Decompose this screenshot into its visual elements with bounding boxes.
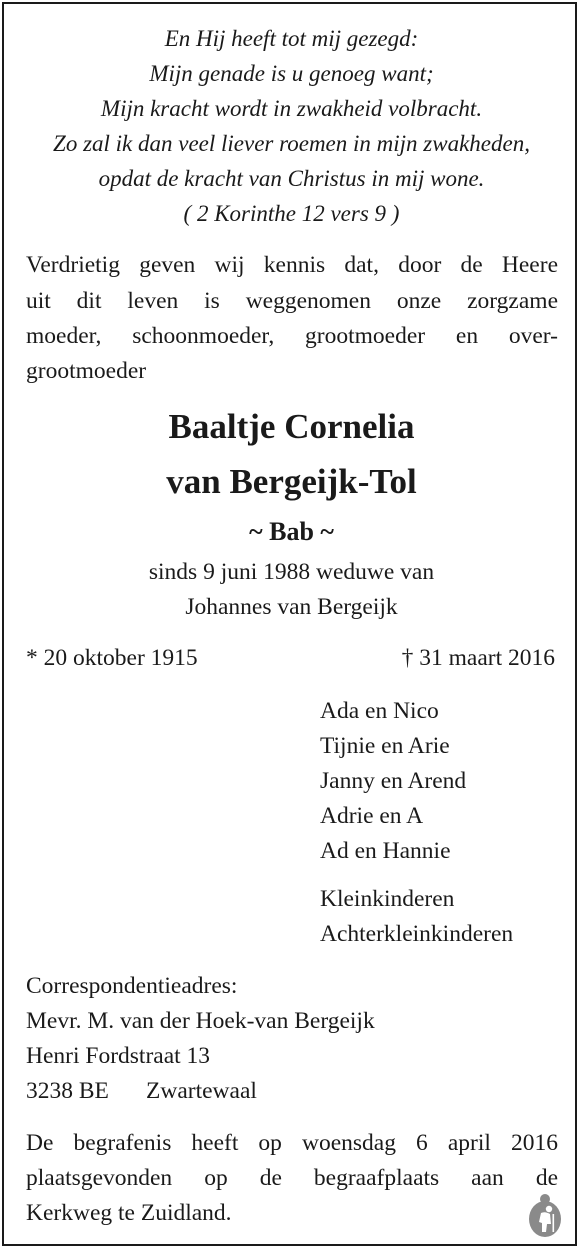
verse-line-3: Mijn kracht wordt in zwakheid volbracht. xyxy=(100,96,483,121)
correspondence-name: Mevr. M. van der Hoek-van Bergeijk xyxy=(26,1008,375,1034)
announcement-line-1: Verdrietig geven wij kennis dat, door de Heere xyxy=(26,252,558,278)
family-child-5: Ad en Hannie xyxy=(320,838,451,864)
family-great-grandchildren: Achterkleinkinderen xyxy=(320,921,514,947)
announcement-line-3: moeder, schoonmoeder, grootmoeder en over- xyxy=(26,323,558,349)
funeral-line-2: plaatsgevonden op de begraafplaats aan de xyxy=(26,1165,558,1191)
death-date: † 31 maart 2016 xyxy=(401,645,555,671)
family-child-3: Janny en Arend xyxy=(320,768,467,794)
verse-line-4: Zo zal ik dan veel liever roemen in mijn zwakheden, xyxy=(53,131,530,156)
birth-date: * 20 oktober 1915 xyxy=(26,645,198,671)
verse-reference: ( 2 Korinthe 12 vers 9 ) xyxy=(183,201,400,226)
announcement-line-2: uit dit leven is weggenomen onze zorgzame xyxy=(26,288,558,314)
family-child-2: Tijnie en Arie xyxy=(320,733,450,759)
mourning-figure-seal-icon xyxy=(527,1192,563,1238)
widow-line-1: sinds 9 juni 1988 weduwe van xyxy=(148,559,435,585)
correspondence-postcode: 3238 BE xyxy=(26,1078,109,1104)
family-child-4: Adrie en A xyxy=(320,803,424,829)
deceased-name-line-2: van Bergeijk-Tol xyxy=(166,462,417,501)
correspondence-label: Correspondentieadres: xyxy=(26,973,238,999)
verse-line-5: opdat de kracht van Christus in mij wone. xyxy=(98,166,485,191)
deceased-nickname: ~ Bab ~ xyxy=(249,517,334,546)
family-grandchildren: Kleinkinderen xyxy=(320,886,455,912)
widow-line-2: Johannes van Bergeijk xyxy=(185,594,398,620)
announcement-line-4: grootmoeder xyxy=(26,358,147,384)
funeral-line-3: Kerkweg te Zuidland. xyxy=(26,1200,232,1226)
family-child-1: Ada en Nico xyxy=(320,698,439,724)
funeral-line-1: De begrafenis heeft op woensdag 6 april 2016 xyxy=(26,1130,558,1156)
verse-line-2: Mijn genade is u genoeg want; xyxy=(149,61,434,86)
correspondence-street: Henri Fordstraat 13 xyxy=(26,1043,211,1069)
deceased-name-line-1: Baaltje Cornelia xyxy=(168,407,415,446)
correspondence-city: Zwartewaal xyxy=(146,1078,257,1104)
verse-line-1: En Hij heeft tot mij gezegd: xyxy=(164,26,419,51)
